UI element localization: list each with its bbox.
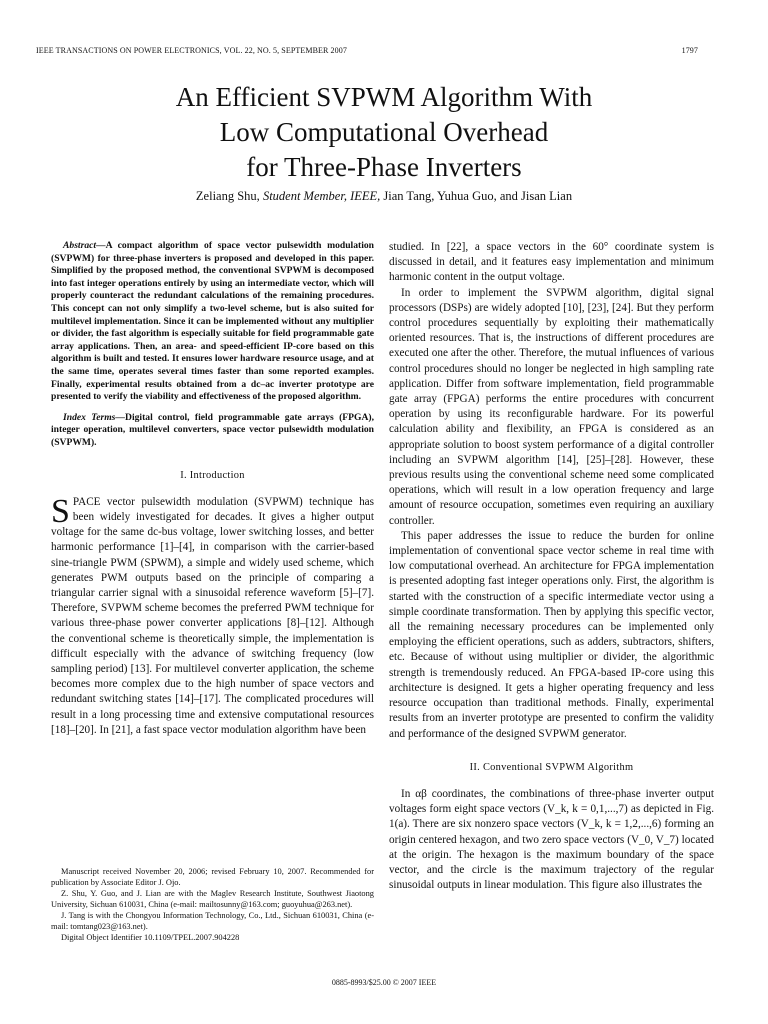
title-line-3: for Three-Phase Inverters	[246, 152, 522, 182]
author-list	[0, 189, 768, 204]
right-column	[389, 240, 714, 893]
journal-header: IEEE TRANSACTIONS ON POWER ELECTRONICS, VOL. 22, NO. 5, SEPTEMBER 2007	[36, 46, 347, 55]
copyright-footer: 0885-8993/$25.00 © 2007 IEEE	[331, 978, 437, 987]
footnote-doi: Digital Object Identifier 10.1109/TPEL.2007.904228	[61, 933, 240, 942]
author-1: Zeliang Shu,	[195, 189, 260, 203]
index-terms	[51, 412, 374, 450]
footnote-manuscript: Manuscript received November 20, 2006; revised February 10, 2007. Recommended for publication by Associate Editor J. Ojo.	[51, 867, 374, 887]
intro-paragraph	[51, 492, 374, 738]
abstract	[51, 240, 374, 404]
index-terms-label: Index Terms—	[63, 411, 126, 423]
author-1-role: Student Member, IEEE,	[262, 189, 381, 203]
footnote-affiliation-2: J. Tang is with the Chongyou Information Technology, Co., Ltd., Sichuan 610031, China (e-mail: tomtang023@163.net).	[51, 911, 374, 931]
other-authors: Jian Tang, Yuhua Guo, and Jisan Lian	[383, 189, 573, 203]
abstract-label: Abstract—	[63, 240, 106, 251]
left-column	[51, 240, 374, 738]
page-number: 1797	[681, 46, 698, 55]
section-heading-conventional-svpwm: II. Conventional SVPWM Algorithm	[469, 761, 634, 773]
footnote-affiliation-1: Z. Shu, Y. Guo, and J. Lian are with the Maglev Research Institute, Southwest Jiaotong University, Sichuan 610031, China (e-mail: mailtosunny@163.com; guoyuhua@263.net).	[51, 889, 374, 909]
paragraph-3: This paper addresses the issue to reduce the burden for online implementation of conventional space vector scheme in real time with low computational overhead. An architecture for FPGA implementation is presented adopting fast integer operations only. First, the algorithm is started with the construction of a specific intermediate vector using a simple coordinate transformation. Then by applying this specific vector, all the remaining necessary procedures can be implemented only employing the efficient operations, such as adders, subtractors, shifters, etc. Because of without using multiplier or divider, the algorithmic strength is tremendously reduced. An FPGA-based IP-core using this architecture is designed. It gets a higher operating frequency and less resource occupation than traditional methods. Finally, experimental results from an inverter prototype are presented to confirm the validity and performance of the designed SVPWM generator.	[389, 529, 714, 740]
index-terms-text: Digital control, field programmable gate arrays (FPGA), integer operation, multilevel converters, space vector pulsewidth modulation (SVPWM).	[51, 411, 374, 448]
footnote	[51, 866, 374, 943]
drop-cap: S	[51, 492, 70, 530]
title-line-2: Low Computational Overhead	[219, 117, 549, 147]
paragraph-4: In αβ coordinates, the combinations of three-phase inverter output voltages form eight space vectors (V_k, k = 0,1,...,7) as depicted in Fig. 1(a). There are six nonzero space vectors (V_k, k = 1,2,...,6) forming an origin centered hexagon, and two zero space vectors (V_0, V_7) located at the origin. The hexagon is the maximum boundary of the space vector, and the circle is the maximum trajectory of the regular sinusoidal outputs in linear modulation. This figure also illustrates the	[389, 787, 714, 892]
abstract-text: A compact algorithm of space vector pulsewidth modulation (SVPWM) for three-phase inverters is proposed and developed in this paper. Simplified by the proposed method, the conventional SVPWM is decomposed into fast integer operations entirely by using an intermediate vector, which will properly counteract the redundant calculations of the remaining procedures. This concept can not only simplify a two-level scheme, but is also suited for multilevel implementation. Since it can be implemented without any multiplier or divider, the fast algorithm is especially suitable for field programmable gate array applications. Then, an area- and speed-efficient IP-core based on this algorithm is built and tested. It ensures lower hardware resource usage, and at the same time, operates several times faster than some reported examples. Finally, experimental results obtained from a dc–ac inverter prototype are presented to verify the viability and effectiveness of the proposed algorithm.	[51, 240, 374, 403]
paper-title	[0, 80, 768, 185]
intro-text: PACE vector pulsewidth modulation (SVPWM) technique has been widely investigated for decades. It gives a higher output voltage for the same dc-bus voltage, lower switching losses, and better harmonic performance [1]–[4], in comparison with the carrier-based sine-triangle PWM (SPWM), a simple and widely used scheme, which generates PWM outputs based on the principle of comparing a triangular carrier signal with a sinusoidal reference waveform [5]–[7]. Therefore, SVPWM scheme becomes the preferred PWM technique for various three-phase power converter applications [8]–[12]. Although the conventional scheme is theoretically simple, the implementation is difficult especially with the advance of switching frequency (low sampling period) [13]. For multilevel converter application, the scheme becomes more complex due to the high number of space vectors and redundant switching states [14]–[17]. The complicated procedures will result in a long processing time and extensive computational resources [18]–[20]. In [21], a fast space vector modulation algorithm have been	[51, 495, 374, 736]
paragraph-1: studied. In [22], a space vectors in the 60° coordinate system is discussed in detail, and it features easy implementation and minimum harmonic content in the output voltage.	[389, 241, 714, 284]
title-line-1: An Efficient SVPWM Algorithm With	[175, 82, 593, 112]
paragraph-2: In order to implement the SVPWM algorithm, digital signal processors (DSPs) are widely adopted [10], [23], [24]. But they perform control procedures sequentially by exploiting their mathematically oriented resources. That is, the instructions of different procedures are executed one after the other. Therefore, the mutual influences of various control procedures should no longer be neglected in high sampling rate application. Differ from software implementation, field programmable gate array (FPGA) performs the entire procedures with concurrent operation by using its reconfigurable hardware. For its powerful calculation ability and flexibility, an FPGA is considered as an appropriate solution to boost system performance of a digital controller including an SVPWM algorithm [14], [25]–[28]. However, these previous results using the conventional scheme need some complicated operations, which will result in a low operation frequency and large amount of resource occupation, sometimes even requiring an auxiliary controller.	[389, 286, 714, 527]
section-heading-introduction: I. Introduction	[180, 469, 245, 481]
running-header	[36, 46, 698, 55]
